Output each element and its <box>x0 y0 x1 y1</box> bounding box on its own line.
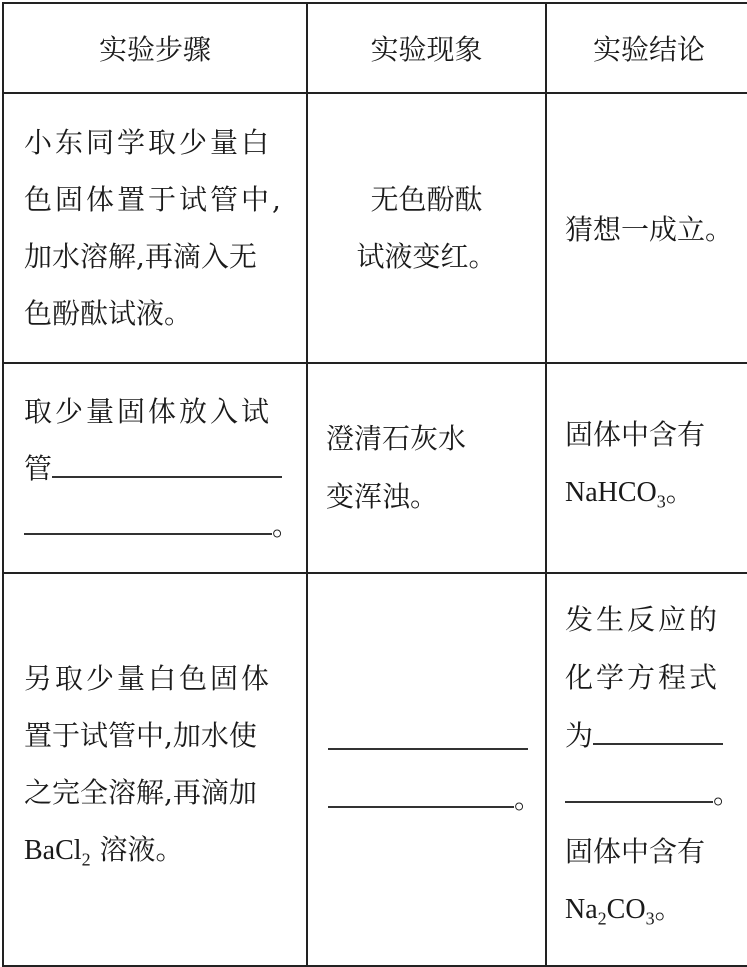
row3-phenomenon-line-2 <box>328 770 545 828</box>
row2-step-line-2 <box>24 440 290 497</box>
row1-conclusion-text: 猜想一成立。 <box>565 213 734 246</box>
header-conclusion: 实验结论 <box>546 3 747 93</box>
row2-conclusion-formula <box>565 464 747 531</box>
row2-step-prefix: 管 <box>24 451 53 485</box>
row3-conclusion-end: 。 <box>713 777 742 811</box>
row3-conclusion-prefix: 为 <box>565 719 594 753</box>
row1-step-line: 小东同学取少量白 <box>24 126 273 159</box>
answer-blank[interactable] <box>565 767 713 803</box>
answer-blank[interactable] <box>328 772 514 808</box>
row1-phenomenon-line: 无色酚酞 <box>370 183 483 216</box>
row3-phenomenon-cell <box>307 573 546 966</box>
row2-step-end: 。 <box>272 508 301 542</box>
row3-conclusion-formula <box>565 881 747 948</box>
row3-conclusion-line-3 <box>565 707 747 765</box>
answer-blank[interactable] <box>593 709 723 745</box>
answer-blank[interactable] <box>24 499 272 535</box>
header-phenomenon: 实验现象 <box>307 3 546 93</box>
row3-phenomenon-line-1 <box>328 712 545 770</box>
row1-phenomenon-cell <box>307 93 546 363</box>
formula-text: BaCl <box>24 835 82 867</box>
row2-phenomenon-cell <box>307 363 546 573</box>
formula-end: 。 <box>654 894 683 926</box>
formula-subscript: 2 <box>597 908 607 929</box>
formula-subscript: 3 <box>656 491 666 512</box>
row2-conclusion-line: 固体中含有 <box>565 417 706 451</box>
row3-conclusion-line: 发生反应的 <box>565 603 721 637</box>
row2-phenomenon-line: 变浑浊。 <box>326 480 439 513</box>
row2-step-line: 取少量固体放入试 <box>24 394 273 428</box>
row1-step-line: 色酚酞试液。 <box>24 297 193 330</box>
header-row <box>3 3 747 93</box>
table-row <box>3 573 747 966</box>
row1-conclusion-cell <box>546 93 747 363</box>
row1-step-cell <box>3 93 307 363</box>
formula-text: CO <box>606 894 646 926</box>
experiment-table <box>2 2 747 967</box>
table-row <box>3 363 747 573</box>
row3-step-line: 置于试管中,加水使 <box>24 719 257 753</box>
row1-step-line: 色固体置于试管中, <box>24 183 284 216</box>
row3-step-cell <box>3 573 307 966</box>
row1-phenomenon-line: 试液变红。 <box>356 240 497 273</box>
row2-phenomenon-line: 澄清石灰水 <box>326 422 467 455</box>
row3-conclusion-cell <box>546 573 747 966</box>
table-row <box>3 93 747 363</box>
row3-phenomenon-end: 。 <box>514 781 543 815</box>
formula-text: NaHCO <box>565 476 657 508</box>
answer-blank[interactable] <box>52 442 282 478</box>
row1-step-line: 加水溶解,再滴入无 <box>24 240 257 273</box>
row3-step-suffix: 溶液。 <box>90 833 184 867</box>
formula-subscript: 3 <box>645 908 655 929</box>
row2-step-line-3 <box>24 497 301 554</box>
formula-end: 。 <box>665 476 694 508</box>
row3-step-line: 之完全溶解,再滴加 <box>24 776 257 810</box>
row3-conclusion-line: 化学方程式 <box>565 661 721 695</box>
row3-step-line: 另取少量白色固体 <box>24 662 273 696</box>
row3-step-formula-line <box>24 821 290 889</box>
header-step: 实验步骤 <box>3 3 307 93</box>
row3-conclusion-line-4 <box>565 765 747 823</box>
row2-conclusion-cell <box>546 363 747 573</box>
row2-step-cell <box>3 363 307 573</box>
formula-subscript: 2 <box>81 849 91 870</box>
row3-conclusion-line: 固体中含有 <box>565 835 706 869</box>
answer-blank[interactable] <box>328 714 528 750</box>
formula-text: Na <box>565 894 598 926</box>
